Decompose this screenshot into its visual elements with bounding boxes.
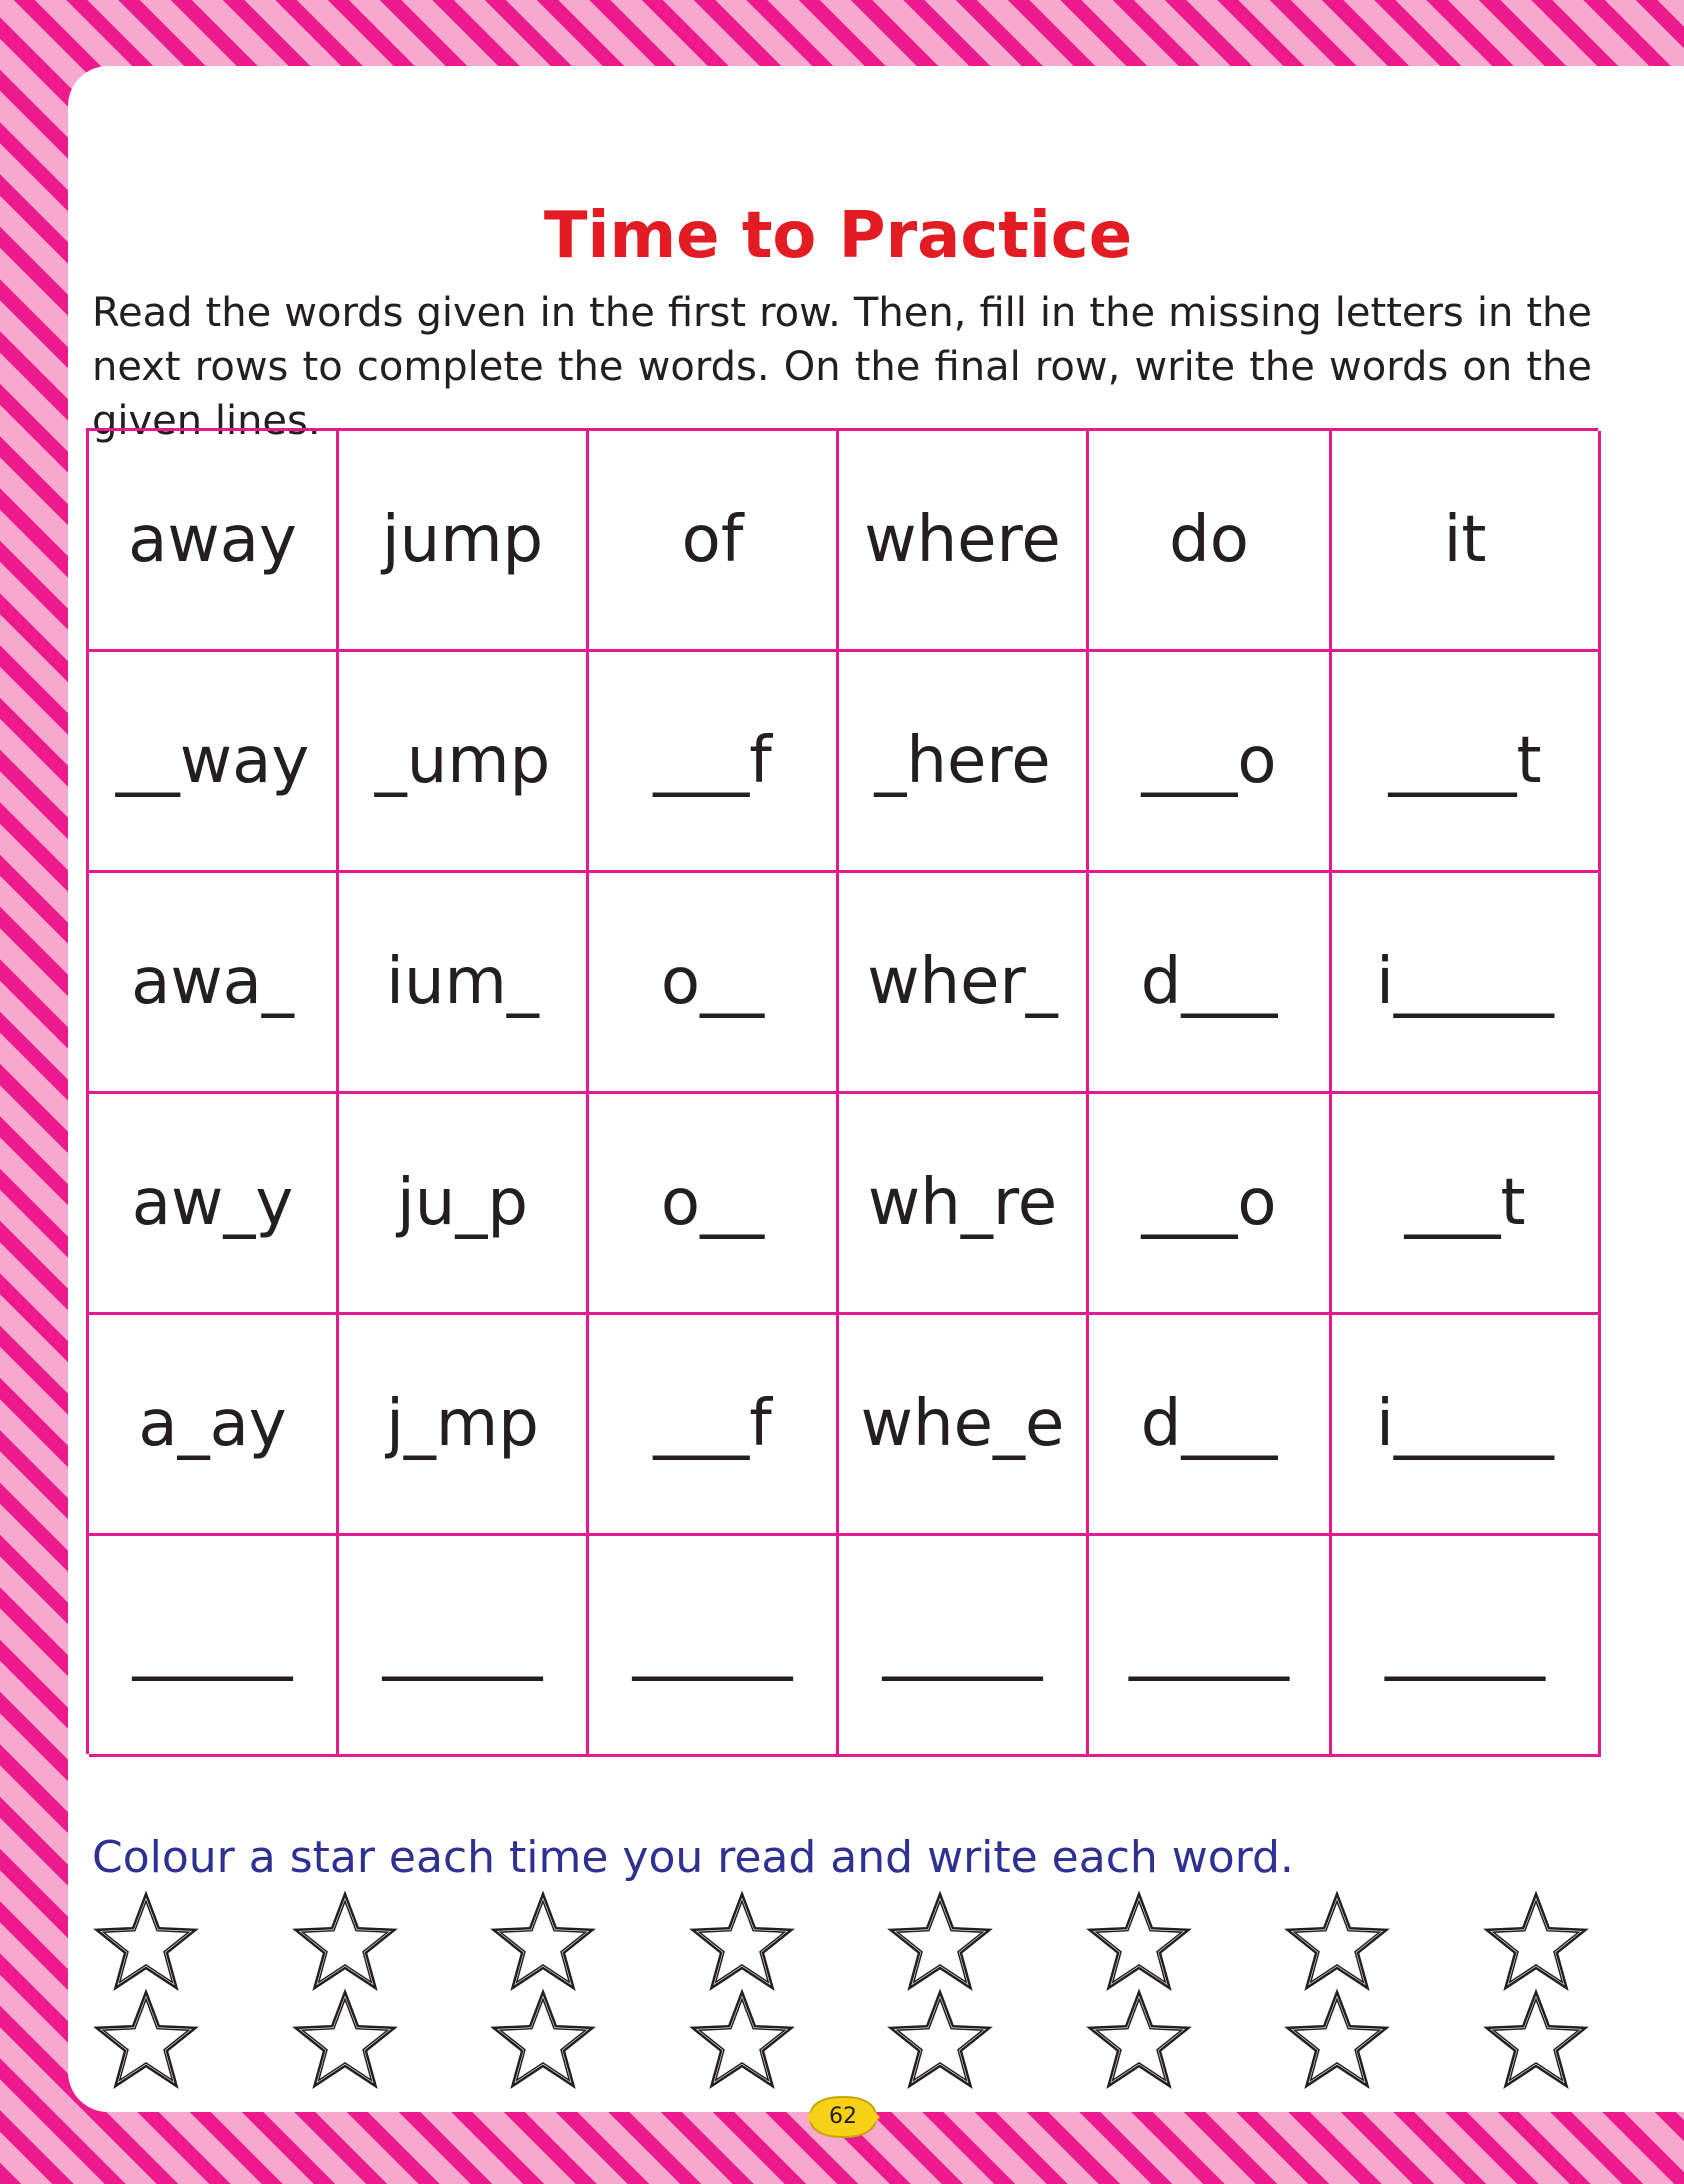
- star-icon[interactable]: [682, 1888, 802, 1998]
- grid-cell[interactable]: ___o: [1089, 652, 1332, 873]
- grid-cell[interactable]: _____: [1332, 1536, 1601, 1757]
- grid-cell[interactable]: o__: [589, 1094, 839, 1315]
- star-icon[interactable]: [1079, 1888, 1199, 1998]
- grid-cell[interactable]: awa_: [89, 873, 339, 1094]
- grid-cell[interactable]: _____: [89, 1536, 339, 1757]
- star-icon[interactable]: [1277, 1888, 1397, 1998]
- grid-cell[interactable]: whe_e: [839, 1315, 1089, 1536]
- star-icon[interactable]: [86, 1888, 206, 1998]
- grid-cell: where: [839, 431, 1089, 652]
- grid-cell[interactable]: _____: [839, 1536, 1089, 1757]
- star-icon[interactable]: [483, 1888, 603, 1998]
- grid-cell[interactable]: j_mp: [339, 1315, 589, 1536]
- star-icon[interactable]: [1079, 1986, 1199, 2096]
- grid-cell[interactable]: a_ay: [89, 1315, 339, 1536]
- page-number: 62: [829, 2104, 857, 2129]
- page-title: Time to Practice: [543, 199, 1133, 273]
- grid-cell[interactable]: ___t: [1332, 1094, 1601, 1315]
- grid-cell[interactable]: ium_: [339, 873, 589, 1094]
- grid-cell[interactable]: ___f: [589, 1315, 839, 1536]
- grid-cell: jump: [339, 431, 589, 652]
- grid-cell[interactable]: d___: [1089, 873, 1332, 1094]
- grid-cell[interactable]: wh_re: [839, 1094, 1089, 1315]
- word-grid: [86, 428, 1598, 1754]
- star-icon[interactable]: [880, 1986, 1000, 2096]
- grid-cell[interactable]: d___: [1089, 1315, 1332, 1536]
- star-icon[interactable]: [285, 1888, 405, 1998]
- star-rows: [86, 1888, 1666, 2108]
- grid-cell[interactable]: _here: [839, 652, 1089, 873]
- grid-cell[interactable]: ___o: [1089, 1094, 1332, 1315]
- star-icon[interactable]: [86, 1986, 206, 2096]
- grid-cell[interactable]: ju_p: [339, 1094, 589, 1315]
- grid-cell[interactable]: ___f: [589, 652, 839, 873]
- page-number-badge: [804, 2093, 882, 2141]
- grid-cell: do: [1089, 431, 1332, 652]
- grid-cell: it: [1332, 431, 1601, 652]
- grid-cell: of: [589, 431, 839, 652]
- grid-cell[interactable]: _ump: [339, 652, 589, 873]
- star-icon[interactable]: [1277, 1986, 1397, 2096]
- star-icon[interactable]: [880, 1888, 1000, 1998]
- grid-cell[interactable]: __way: [89, 652, 339, 873]
- grid-cell[interactable]: _____: [589, 1536, 839, 1757]
- grid-cell[interactable]: i_____: [1332, 873, 1601, 1094]
- instructions: Read the words given in the first row. Then, fill in the missing letters in the next rows to complete the words. On the final row, write the words on the given lines.: [92, 290, 1592, 444]
- star-icon[interactable]: [285, 1986, 405, 2096]
- grid-cell[interactable]: _____: [1089, 1536, 1332, 1757]
- star-icon[interactable]: [1476, 1986, 1596, 2096]
- grid-cell[interactable]: wher_: [839, 873, 1089, 1094]
- star-icon[interactable]: [483, 1986, 603, 2096]
- star-icon[interactable]: [1476, 1888, 1596, 1998]
- star-prompt: Colour a star each time you read and write each word.: [92, 1832, 1294, 1883]
- grid-cell[interactable]: i_____: [1332, 1315, 1601, 1536]
- grid-cell[interactable]: o__: [589, 873, 839, 1094]
- grid-cell[interactable]: _____: [339, 1536, 589, 1757]
- grid-cell: away: [89, 431, 339, 652]
- grid-cell[interactable]: aw_y: [89, 1094, 339, 1315]
- grid-cell[interactable]: ____t: [1332, 652, 1601, 873]
- star-icon[interactable]: [682, 1986, 802, 2096]
- worksheet-card: [68, 66, 1684, 2112]
